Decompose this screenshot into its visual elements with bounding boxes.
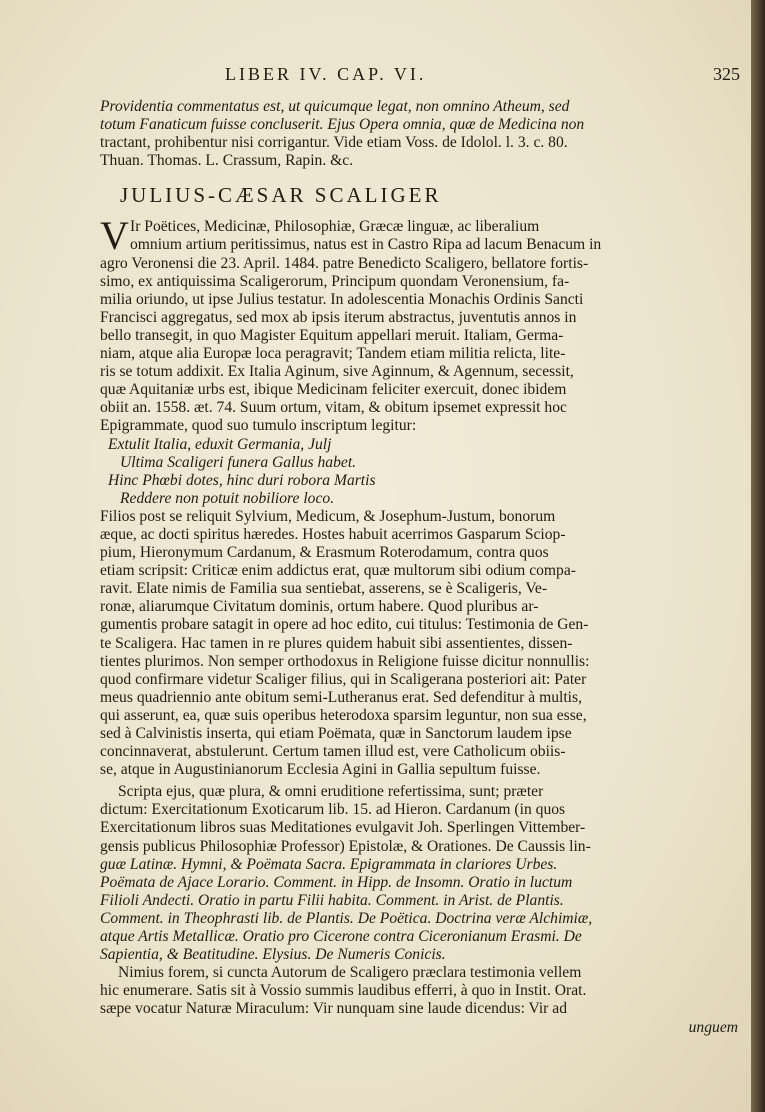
writings-line: dictum: Exercitationum Exoticarum lib. 15. ad Hieron. Cardanum (in quos [100, 801, 566, 819]
writings-line: atque Artis Metallicæ. Oratio pro Cicerone contra Ciceronianum Erasmi. De [100, 928, 582, 946]
closing-line: sæpe vocatur Naturæ Miraculum: Vir nunquam sine laude dicendus: Vir ad [100, 1000, 567, 1018]
biography-line: bello transegit, in quo Magister Equitum appellari meruit. Italiam, Germa- [100, 326, 564, 344]
page-number: 325 [713, 64, 740, 84]
biography-line: obiit an. 1558. æt. 74. Suum ortum, vitam, & obitum ipsemet expressit hoc [100, 399, 567, 417]
biography-line: omnium artium peritissimus, natus est in Castro Ripa ad lacum Benacum in [130, 236, 602, 254]
biography-line: quæ Aquitaniæ urbs est, ibique Medicinam feliciter exercuit, donec ibidem [100, 381, 567, 399]
continuation-line: etiam scripsit: Criticæ enim addictus erat, quæ multorum sibi odium compa- [100, 562, 576, 580]
page-header [100, 64, 740, 88]
continuation-line: ronæ, aliarumque Civitatum dominis, ortum habere. Quod pluribus ar- [100, 598, 539, 616]
epigram-line: Ultima Scaligeri funera Gallus habet. [120, 453, 357, 471]
continuation-line: Filios post se reliquit Sylvium, Medicum, & Josephum-Justum, bonorum [100, 507, 556, 525]
biography-line: niam, atque alia Europæ loca peragravit; Tandem etiam militia relicta, lite- [100, 345, 566, 363]
continuation-line: quod confirmare videtur Scaliger filius, qui in Scaligerana posteriori ait: Pater [100, 670, 587, 688]
continuation-line: pium, Hieronymum Cardanum, & Erasmum Roterodamum, contra quos [100, 544, 549, 562]
writings-line: Comment. in Theophrasti lib. de Plantis. De Poëtica. Doctrina veræ Alchimiæ, [100, 909, 593, 927]
continuation-line: gumentis probare satagit in opere ad hoc edito, cui titulus: Testimonia de Gen- [100, 616, 589, 634]
biography-text: Ir Poëtices, Medicinæ, Philosophiæ, Græcæ linguæ, ac liberalium [130, 218, 540, 236]
continuation-line: qui asserunt, ea, quæ suis operibus heterodoxa sparsim leguntur, non sua esse, [100, 706, 587, 724]
writings-line: Filioli Andecti. Oratio in partu Filii habita. Comment. in Arist. de Plantis. [100, 891, 564, 909]
biography-line: milia oriundo, ut ipse Julius testatur. In adolescentia Monachis Ordinis Sancti [100, 290, 584, 308]
page-body [100, 98, 746, 1037]
continuation-line: concinnaverat, abstulerunt. Certum tamen illud est, vere Catholicum obiis- [100, 743, 566, 761]
writings-line: Exercitationum libros suas Meditationes evulgavit Joh. Sperlingen Vittember- [100, 819, 586, 837]
writings-line: gensis publicus Philosophiæ Professor) Epistolæ, & Orationes. De Caussis lin- [100, 837, 591, 855]
opening-line: tractant, prohibentur nisi corrigantur. Vide etiam Voss. de Idolol. l. 3. c. 80. [100, 134, 568, 152]
biography-line: Francisci aggregatus, sed mox ab ipsis iterum abstractus, juventutis annos in [100, 308, 577, 326]
opening-line: Thuan. Thomas. L. Crassum, Rapin. &c. [100, 152, 354, 170]
page-spine-shadow [751, 0, 765, 1112]
opening-line: totum Fanaticum fuisse concluserit. Ejus Opera omnia, quæ de Medicina non [100, 116, 585, 134]
continuation-line: æque, ac docti spiritus hæredes. Hostes habuit acerrimos Gasparum Sciop- [100, 525, 566, 543]
writings-line: Sapientia, & Beatitudine. Elysius. De Numeris Conicis. [100, 946, 446, 964]
continuation-line: meus quadriennio ante obitum semi-Lutheranus erat. Sed defenditur à multis, [100, 688, 582, 706]
epigram-line: Extulit Italia, eduxit Germania, Julj [108, 435, 332, 453]
continuation-line: tientes plurimos. Non semper orthodoxus in Religione fuisse dicitur nonnullis: [100, 652, 590, 670]
continuation-line: sed à Calvinistis inserta, qui etiam Poëmata, quæ in Sanctorum laudem ipse [100, 725, 572, 742]
running-title: LIBER IV. CAP. VI. [225, 64, 427, 84]
closing-line: hic enumerare. Satis sit à Vossio summis laudibus efferri, à quo in Instit. Orat. [100, 982, 587, 1000]
continuation-line: ravit. Elate nimis de Familia sua sentiebat, asserens, se è Scaligeris, Ve- [100, 580, 548, 598]
opening-line: Providentia commentatus est, ut quicumque legat, non omnino Atheum, sed [100, 98, 570, 115]
writings-line: guæ Latinæ. Hymni, & Poëmata Sacra. Epigrammata in clariores Urbes. [100, 855, 558, 873]
biography-line: Epigrammate, quod suo tumulo inscriptum legitur: [100, 417, 417, 435]
drop-cap: V [100, 213, 129, 259]
epigram-line: Reddere non potuit nobiliore loco. [120, 489, 335, 507]
biography-line: agro Veronensi die 23. April. 1484. patre Benedicto Scaligero, bellatore fortis- [100, 254, 589, 272]
continuation-line: se, atque in Augustinianorum Ecclesia Agini in Gallia sepultum fuisse. [100, 761, 541, 779]
continuation-line: te Scaligera. Hac tamen in re plures quidem habuit sibi assentientes, dissen- [100, 634, 573, 652]
biography-line: ris se totum addixit. Ex Italia Aginum, sive Aginnum, & Agennum, secessit, [100, 363, 574, 381]
closing-line: Nimius forem, si cuncta Autorum de Scaligero præclara testimonia vellem [118, 964, 582, 982]
epigram-line: Hinc Phœbi dotes, hinc duri robora Martis [108, 471, 376, 489]
writings-line: Scripta ejus, quæ plura, & omni eruditione refertissima, sunt; præter [118, 783, 544, 801]
catchword: unguem [688, 1018, 738, 1036]
section-heading: JULIUS-CÆSAR SCALIGER [120, 183, 442, 208]
biography-line: simo, ex antiquissima Scaligerorum, Principum quondam Veronensium, fa- [100, 272, 570, 290]
writings-line: Poëmata de Ajace Lorario. Comment. in Hipp. de Insomn. Oratio in luctum [100, 873, 573, 891]
